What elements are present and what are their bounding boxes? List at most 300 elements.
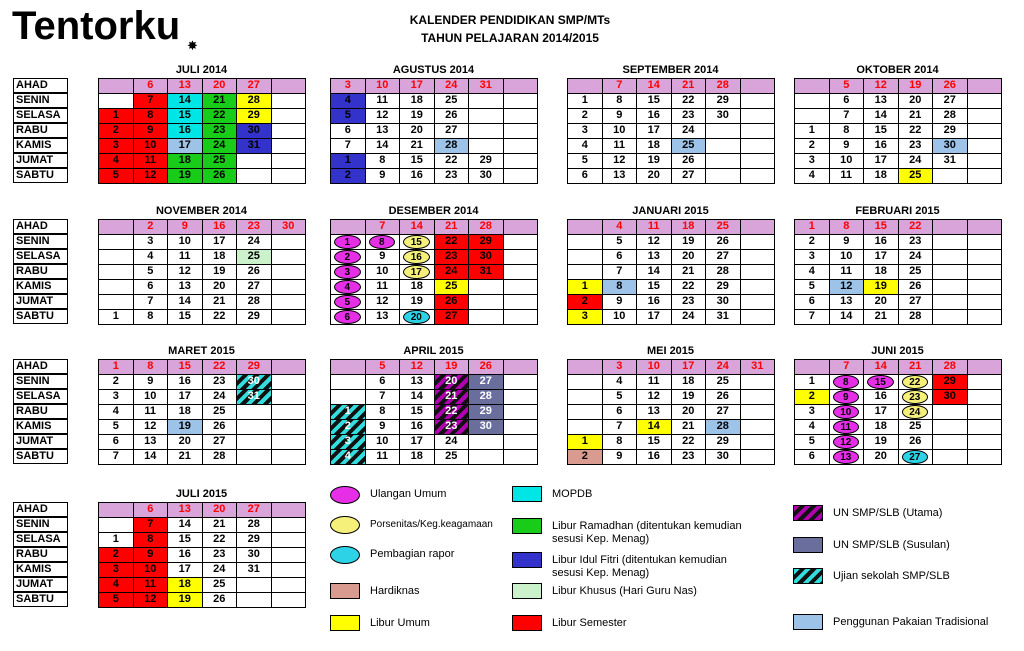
date-cell: 4 (330, 449, 366, 465)
date-cell: 14 (133, 449, 169, 465)
date-cell: 21 (399, 138, 435, 154)
date-cell: 24 (434, 264, 470, 280)
sunday-cell: 24 (705, 359, 741, 375)
day-label: JUMAT (13, 577, 68, 592)
date-cell: 22 (671, 279, 707, 295)
date-cell: 25 (898, 168, 934, 184)
sunday-cell (794, 78, 830, 94)
date-cell: 11 (829, 168, 865, 184)
date-cell: 16 (636, 449, 672, 465)
date-cell: 22 (434, 153, 470, 169)
date-cell: 24 (898, 153, 934, 169)
legend-swatch (330, 615, 360, 631)
event-oval: 15 (867, 375, 894, 389)
legend-label: Libur Khusus (Hari Guru Nas) (552, 585, 697, 597)
date-cell: 17 (167, 138, 203, 154)
date-cell (98, 279, 134, 295)
date-cell: 14 (863, 108, 899, 124)
date-cell: 26 (202, 592, 238, 608)
date-cell: 15 (399, 153, 435, 169)
date-cell: 9 (365, 249, 401, 265)
event-oval: 20 (403, 310, 430, 324)
date-cell (271, 309, 307, 325)
date-cell: 3 (794, 404, 830, 420)
date-cell: 23 (898, 138, 934, 154)
date-cell: 11 (829, 264, 865, 280)
date-cell: 19 (636, 153, 672, 169)
date-cell: 31 (932, 153, 968, 169)
day-label: SABTU (13, 449, 68, 464)
date-cell: 16 (167, 547, 203, 563)
date-cell: 29 (468, 153, 504, 169)
date-cell: 3 (794, 249, 830, 265)
date-cell: 5 (794, 279, 830, 295)
date-cell: 26 (236, 264, 272, 280)
date-cell (740, 123, 776, 139)
legend-swatch (512, 552, 542, 568)
sunday-cell: 21 (671, 78, 707, 94)
date-cell: 29 (236, 108, 272, 124)
sunday-cell: 19 (898, 78, 934, 94)
date-cell: 20 (636, 168, 672, 184)
sunday-cell: 13 (167, 78, 203, 94)
date-cell (503, 449, 539, 465)
day-label: SABTU (13, 592, 68, 607)
date-cell: 4 (567, 138, 603, 154)
date-cell (236, 419, 272, 435)
date-cell (271, 153, 307, 169)
date-cell (330, 374, 366, 390)
date-cell (503, 138, 539, 154)
date-cell: 26 (434, 294, 470, 310)
date-cell: 30 (236, 123, 272, 139)
date-cell: 6 (365, 374, 401, 390)
date-cell: 22 (434, 234, 470, 250)
date-cell: 5 (794, 434, 830, 450)
date-cell (98, 294, 134, 310)
event-oval: 2 (334, 250, 361, 264)
day-label: KAMIS (13, 279, 68, 294)
date-cell: 20 (863, 294, 899, 310)
day-label: SELASA (13, 108, 68, 123)
date-cell: 25 (202, 153, 238, 169)
sunday-cell: 25 (705, 219, 741, 235)
date-cell: 12 (602, 153, 638, 169)
day-label: RABU (13, 264, 68, 279)
date-cell (967, 108, 1003, 124)
date-cell: 18 (167, 153, 203, 169)
date-cell: 21 (863, 309, 899, 325)
date-cell: 23 (434, 419, 470, 435)
date-cell: 22 (671, 434, 707, 450)
date-cell: 14 (829, 309, 865, 325)
sunday-cell: 9 (167, 219, 203, 235)
date-cell: 22 (202, 108, 238, 124)
date-cell: 2 (794, 389, 830, 405)
date-cell: 7 (365, 389, 401, 405)
date-cell: 9 (829, 138, 865, 154)
date-cell: 8 (133, 532, 169, 548)
date-cell: 12 (167, 264, 203, 280)
day-label: JUMAT (13, 434, 68, 449)
date-cell (503, 374, 539, 390)
date-cell: 7 (133, 294, 169, 310)
date-cell (503, 93, 539, 109)
date-cell (271, 389, 307, 405)
date-cell: 28 (236, 517, 272, 533)
month-title: NOVEMBER 2014 (155, 205, 248, 217)
event-oval: 4 (334, 280, 361, 294)
date-cell (271, 138, 307, 154)
date-cell: 13 (636, 249, 672, 265)
date-cell (967, 249, 1003, 265)
date-cell (236, 577, 272, 593)
event-oval: 15 (403, 235, 430, 249)
sunday-cell (567, 78, 603, 94)
legend-swatch (793, 614, 823, 630)
date-cell (271, 264, 307, 280)
star-icon: ✸ (187, 38, 198, 53)
sunday-cell (503, 359, 539, 375)
date-cell: 4 (98, 404, 134, 420)
sunday-cell: 27 (236, 78, 272, 94)
date-cell: 12 (133, 592, 169, 608)
date-cell (468, 123, 504, 139)
event-oval: 22 (902, 375, 929, 389)
date-cell: 18 (863, 419, 899, 435)
date-cell (740, 138, 776, 154)
day-label: SABTU (13, 309, 68, 324)
date-cell (967, 168, 1003, 184)
date-cell: 28 (236, 294, 272, 310)
date-cell: 2 (567, 294, 603, 310)
date-cell (967, 449, 1003, 465)
date-cell (98, 517, 134, 533)
date-cell: 6 (602, 404, 638, 420)
event-oval: 10 (833, 405, 860, 419)
date-cell: 12 (829, 279, 865, 295)
sunday-cell: 13 (167, 502, 203, 518)
month-title: JANUARI 2015 (632, 205, 709, 217)
date-cell: 23 (202, 547, 238, 563)
sunday-cell: 21 (434, 219, 470, 235)
sunday-cell (503, 219, 539, 235)
date-cell: 23 (434, 249, 470, 265)
date-cell: 13 (365, 123, 401, 139)
date-cell: 12 (365, 294, 401, 310)
date-cell: 25 (202, 404, 238, 420)
sunday-cell (271, 359, 307, 375)
sunday-cell: 23 (236, 219, 272, 235)
sunday-cell (932, 219, 968, 235)
date-cell: 4 (794, 419, 830, 435)
sunday-cell: 3 (330, 78, 366, 94)
date-cell (98, 264, 134, 280)
date-cell (567, 374, 603, 390)
date-cell: 11 (133, 404, 169, 420)
date-cell: 28 (202, 449, 238, 465)
day-label: JUMAT (13, 294, 68, 309)
date-cell (468, 108, 504, 124)
date-cell: 23 (671, 449, 707, 465)
date-cell: 8 (133, 108, 169, 124)
date-cell: 16 (167, 123, 203, 139)
month-title: AGUSTUS 2014 (392, 64, 475, 76)
sunday-cell: 10 (365, 78, 401, 94)
legend-swatch (512, 615, 542, 631)
date-cell (468, 138, 504, 154)
date-cell: 21 (202, 93, 238, 109)
date-cell (967, 234, 1003, 250)
date-cell: 18 (863, 168, 899, 184)
date-cell: 28 (898, 309, 934, 325)
event-oval: 5 (334, 295, 361, 309)
date-cell: 6 (133, 279, 169, 295)
date-cell: 27 (468, 374, 504, 390)
date-cell: 2 (330, 419, 366, 435)
sunday-cell: 5 (365, 359, 401, 375)
date-cell (503, 419, 539, 435)
legend-label: Ujian sekolah SMP/SLB (833, 570, 950, 582)
date-cell (468, 449, 504, 465)
day-label: SELASA (13, 389, 68, 404)
date-cell: 19 (399, 108, 435, 124)
date-cell: 9 (133, 374, 169, 390)
date-cell: 3 (98, 138, 134, 154)
date-cell: 10 (133, 562, 169, 578)
date-cell: 24 (434, 434, 470, 450)
date-cell: 2 (567, 108, 603, 124)
day-label: KAMIS (13, 562, 68, 577)
sunday-cell: 15 (863, 219, 899, 235)
sunday-cell (330, 219, 366, 235)
date-cell: 12 (133, 419, 169, 435)
month-title: OKTOBER 2014 (856, 64, 939, 76)
date-cell: 2 (98, 547, 134, 563)
month-title: JULI 2014 (175, 64, 228, 76)
month-title: FEBRUARI 2015 (855, 205, 940, 217)
date-cell: 21 (671, 419, 707, 435)
date-cell: 27 (932, 93, 968, 109)
date-cell: 23 (434, 168, 470, 184)
date-cell: 15 (167, 532, 203, 548)
date-cell: 1 (567, 434, 603, 450)
date-cell: 21 (167, 449, 203, 465)
legend-swatch (330, 516, 360, 534)
date-cell (503, 153, 539, 169)
sunday-cell: 8 (829, 219, 865, 235)
date-cell: 8 (602, 434, 638, 450)
date-cell: 13 (863, 93, 899, 109)
date-cell: 22 (898, 123, 934, 139)
date-cell (271, 108, 307, 124)
legend-swatch (512, 486, 542, 502)
date-cell: 10 (365, 434, 401, 450)
date-cell: 8 (365, 153, 401, 169)
date-cell: 20 (671, 249, 707, 265)
date-cell: 2 (98, 374, 134, 390)
date-cell (98, 234, 134, 250)
date-cell: 1 (794, 123, 830, 139)
date-cell: 18 (399, 93, 435, 109)
date-cell: 11 (636, 374, 672, 390)
sunday-cell: 22 (898, 219, 934, 235)
date-cell: 19 (399, 294, 435, 310)
month-title: APRIL 2015 (403, 345, 464, 357)
date-cell: 13 (133, 434, 169, 450)
date-cell: 4 (794, 264, 830, 280)
date-cell: 28 (932, 108, 968, 124)
date-cell (967, 123, 1003, 139)
sunday-cell (967, 78, 1003, 94)
date-cell (740, 279, 776, 295)
date-cell (740, 309, 776, 325)
date-cell: 25 (898, 264, 934, 280)
date-cell: 20 (167, 434, 203, 450)
date-cell: 30 (705, 294, 741, 310)
date-cell (271, 168, 307, 184)
date-cell: 5 (133, 264, 169, 280)
sunday-cell: 31 (468, 78, 504, 94)
event-oval: 23 (902, 390, 929, 404)
date-cell (468, 294, 504, 310)
legend-label: Porsenitas/Keg.keagamaan (370, 519, 493, 530)
date-cell: 23 (898, 234, 934, 250)
date-cell (271, 547, 307, 563)
date-cell (740, 389, 776, 405)
legend-label: Libur Semester (552, 617, 627, 629)
date-cell: 15 (399, 404, 435, 420)
sunday-cell: 31 (740, 359, 776, 375)
date-cell: 30 (932, 138, 968, 154)
sunday-cell: 24 (434, 78, 470, 94)
day-label: SENIN (13, 517, 68, 532)
sunday-cell: 19 (434, 359, 470, 375)
date-cell: 5 (602, 389, 638, 405)
date-cell (932, 279, 968, 295)
date-cell: 30 (932, 389, 968, 405)
date-cell: 20 (898, 93, 934, 109)
legend-label: MOPDB (552, 488, 593, 500)
date-cell: 29 (468, 404, 504, 420)
date-cell: 14 (399, 389, 435, 405)
date-cell: 26 (898, 434, 934, 450)
date-cell: 10 (829, 153, 865, 169)
sunday-cell: 14 (636, 78, 672, 94)
date-cell: 9 (602, 294, 638, 310)
day-label: JUMAT (13, 153, 68, 168)
date-cell (271, 434, 307, 450)
date-cell (468, 93, 504, 109)
date-cell (967, 419, 1003, 435)
date-cell: 9 (365, 419, 401, 435)
date-cell: 2 (330, 168, 366, 184)
date-cell: 30 (468, 249, 504, 265)
date-cell: 29 (705, 279, 741, 295)
date-cell: 1 (794, 374, 830, 390)
date-cell: 11 (167, 249, 203, 265)
date-cell (740, 93, 776, 109)
sunday-cell: 7 (365, 219, 401, 235)
date-cell (503, 309, 539, 325)
date-cell (794, 93, 830, 109)
sunday-cell (740, 78, 776, 94)
date-cell: 1 (98, 532, 134, 548)
date-cell: 13 (167, 279, 203, 295)
date-cell: 16 (636, 108, 672, 124)
date-cell: 29 (705, 434, 741, 450)
legend-label: Libur Umum (370, 617, 430, 629)
sunday-cell: 12 (863, 78, 899, 94)
date-cell: 18 (167, 577, 203, 593)
legend-swatch (330, 486, 360, 504)
date-cell: 25 (434, 279, 470, 295)
date-cell: 16 (863, 389, 899, 405)
event-oval: 17 (403, 265, 430, 279)
date-cell: 4 (133, 249, 169, 265)
event-oval: 8 (833, 375, 860, 389)
event-oval: 11 (833, 420, 860, 434)
date-cell: 13 (399, 374, 435, 390)
sunday-cell (271, 502, 307, 518)
date-cell (271, 592, 307, 608)
date-cell: 20 (671, 404, 707, 420)
date-cell: 7 (602, 419, 638, 435)
date-cell (740, 153, 776, 169)
date-cell: 17 (636, 123, 672, 139)
date-cell: 26 (705, 234, 741, 250)
date-cell (740, 264, 776, 280)
date-cell (503, 108, 539, 124)
sunday-cell (567, 219, 603, 235)
date-cell (98, 249, 134, 265)
date-cell: 2 (794, 138, 830, 154)
date-cell (567, 389, 603, 405)
date-cell: 18 (671, 374, 707, 390)
date-cell (503, 279, 539, 295)
date-cell: 21 (434, 389, 470, 405)
date-cell: 2 (98, 123, 134, 139)
event-oval: 27 (902, 450, 929, 464)
logo: Tentorku (12, 4, 181, 48)
sunday-cell: 28 (932, 359, 968, 375)
month-title: SEPTEMBER 2014 (622, 64, 719, 76)
date-cell: 19 (863, 279, 899, 295)
day-label: SABTU (13, 168, 68, 183)
legend-label: UN SMP/SLB (Utama) (833, 507, 943, 519)
date-cell: 24 (202, 389, 238, 405)
date-cell (932, 434, 968, 450)
date-cell (236, 153, 272, 169)
date-cell: 3 (567, 123, 603, 139)
sunday-cell (967, 219, 1003, 235)
sunday-cell: 17 (399, 78, 435, 94)
date-cell: 11 (365, 279, 401, 295)
day-label: SELASA (13, 249, 68, 264)
date-cell (503, 123, 539, 139)
legend-swatch (330, 583, 360, 599)
date-cell: 29 (932, 123, 968, 139)
date-cell (967, 93, 1003, 109)
date-cell: 17 (202, 234, 238, 250)
date-cell: 26 (202, 419, 238, 435)
date-cell (567, 419, 603, 435)
sunday-cell (967, 359, 1003, 375)
date-cell (740, 404, 776, 420)
date-cell: 11 (133, 577, 169, 593)
date-cell: 7 (602, 264, 638, 280)
date-cell: 15 (636, 434, 672, 450)
